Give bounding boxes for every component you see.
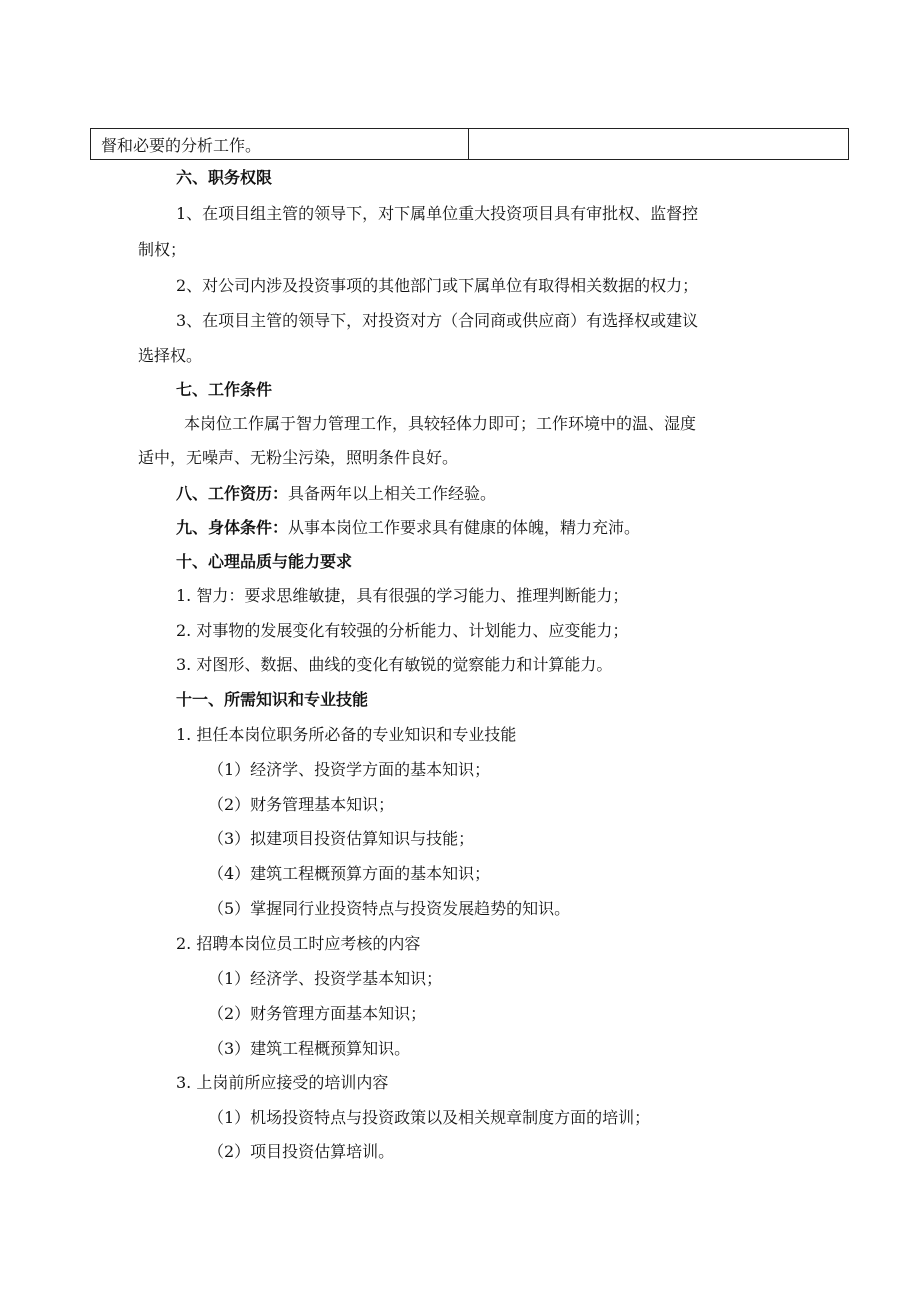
table-cell-left: 督和必要的分析工作。 xyxy=(91,129,469,160)
list-item: 1. 智力：要求思维敏捷，具有很强的学习能力、推理判断能力； xyxy=(176,586,629,605)
s6-paragraph-3-line-2: 选择权。 xyxy=(138,346,203,365)
section-9-line xyxy=(176,518,640,538)
list-item: 3. 对图形、数据、曲线的变化有敏锐的觉察能力和计算能力。 xyxy=(176,655,613,674)
s7-paragraph-line-2: 适中，无噪声、无粉尘污染，照明条件良好。 xyxy=(138,448,459,467)
s6-paragraph-1-line-2: 制权； xyxy=(138,240,187,259)
subsection-title: 3. 上岗前所应接受的培训内容 xyxy=(176,1073,389,1092)
list-item: （3）拟建项目投资估算知识与技能； xyxy=(208,829,475,848)
section-heading-7: 七、工作条件 xyxy=(176,380,273,399)
s6-paragraph-3-line-1: 3、在项目主管的领导下，对投资对方（合同商或供应商）有选择权或建议 xyxy=(176,311,699,330)
list-item: （2）财务管理方面基本知识； xyxy=(208,1004,427,1023)
subsection-title: 2. 招聘本岗位员工时应考核的内容 xyxy=(176,934,421,953)
section-9-text: 从事本岗位工作要求具有健康的体魄，精力充沛。 xyxy=(288,518,641,537)
section-heading-10: 十、心理品质与能力要求 xyxy=(176,552,353,571)
table-cell-right xyxy=(469,129,849,160)
subsection-title: 1. 担任本岗位职务所必备的专业知识和专业技能 xyxy=(176,725,517,744)
s7-paragraph-line-1: 本岗位工作属于智力管理工作，具较轻体力即可；工作环境中的温、湿度 xyxy=(184,414,697,433)
list-item: （1）经济学、投资学基本知识； xyxy=(208,969,443,988)
list-item: （1）机场投资特点与投资政策以及相关规章制度方面的培训； xyxy=(208,1108,651,1127)
list-item: （1）经济学、投资学方面的基本知识； xyxy=(208,760,491,779)
section-heading-6: 六、职务权限 xyxy=(176,168,273,187)
list-item: （5）掌握同行业投资特点与投资发展趋势的知识。 xyxy=(208,899,571,918)
section-8-line xyxy=(176,484,496,504)
section-heading-11: 十一、所需知识和专业技能 xyxy=(176,690,369,709)
s6-paragraph-1-line-1: 1、在项目组主管的领导下，对下属单位重大投资项目具有审批权、监督控 xyxy=(176,204,699,223)
list-item: （2）项目投资估算培训。 xyxy=(208,1142,395,1161)
section-heading-8: 八、工作资历： xyxy=(176,484,289,503)
section-8-text: 具备两年以上相关工作经验。 xyxy=(288,484,497,503)
list-item: （2）财务管理基本知识； xyxy=(208,795,395,814)
list-item: （4）建筑工程概预算方面的基本知识； xyxy=(208,864,491,883)
list-item: （3）建筑工程概预算知识。 xyxy=(208,1039,411,1058)
s6-paragraph-2: 2、对公司内涉及投资事项的其他部门或下属单位有取得相关数据的权力； xyxy=(176,276,699,295)
table-row xyxy=(91,129,849,160)
continuation-table xyxy=(90,128,849,160)
section-heading-9: 九、身体条件： xyxy=(176,518,289,537)
list-item: 2. 对事物的发展变化有较强的分析能力、计划能力、应变能力； xyxy=(176,621,629,640)
